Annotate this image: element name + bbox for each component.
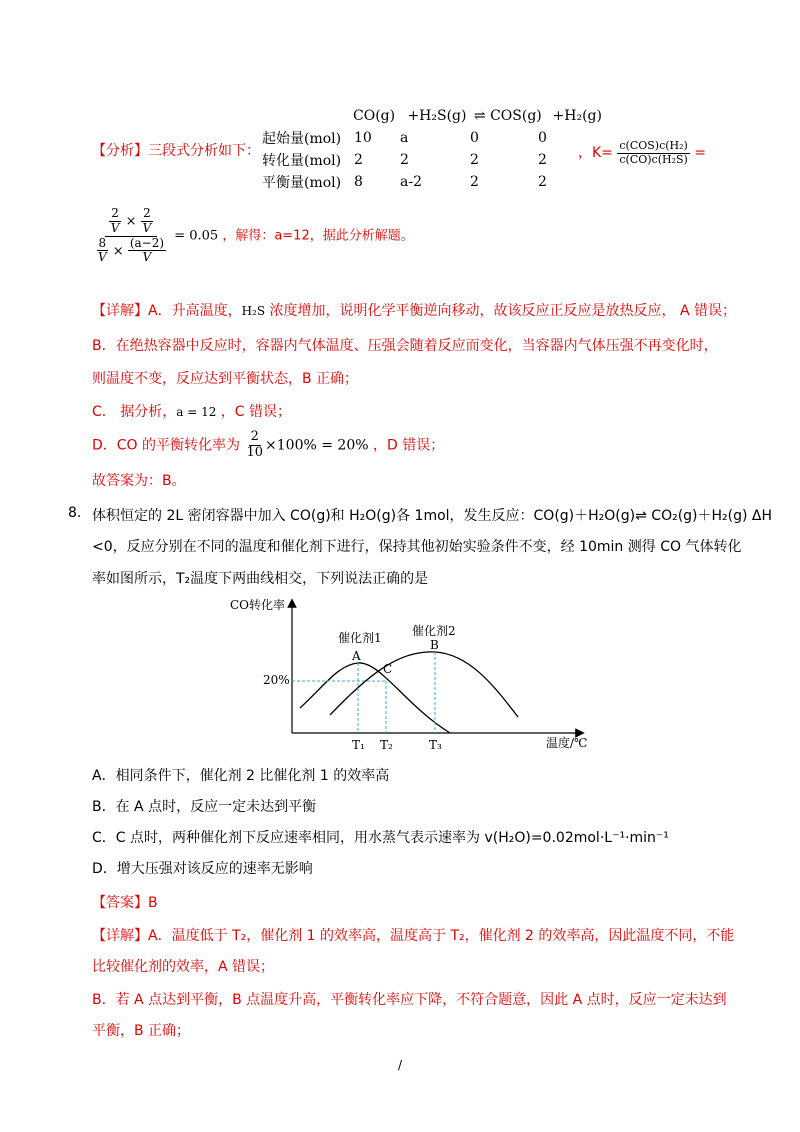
- stage-cell: 2: [538, 174, 547, 190]
- option-A: A．相同条件下，催化剂 2 比催化剂 1 的效率高: [92, 768, 390, 784]
- x-tick-T1: T₁: [352, 738, 365, 752]
- detail1-B-line2: 则温度不变，反应达到平衡状态，B 正确；: [92, 371, 359, 387]
- stage-cell: 平衡量(mol): [262, 175, 342, 191]
- stage-cell: a: [400, 130, 409, 146]
- stage-cell: 2: [354, 152, 363, 168]
- answer-B-line2: 平衡，B 正确；: [92, 1023, 191, 1039]
- page-mark: /: [398, 1058, 403, 1072]
- co-conversion-chart: [220, 595, 600, 755]
- stage-cell: 2: [470, 174, 479, 190]
- legend-catalyst-2: 催化剂2: [412, 624, 456, 638]
- stage-cell: 0: [538, 130, 547, 146]
- stage-cell: 2: [538, 152, 547, 168]
- option-D: D．增大压强对该反应的速率无影响: [92, 861, 313, 877]
- reaction-equation: CO(g) +H₂S(g) ⇌ COS(g) +H₂(g): [353, 108, 602, 124]
- detail1-B-line1: B．在绝热容器中反应时，容器内气体温度、压强会随着反应而变化，当容器内气体压强不再变化时，: [92, 338, 718, 354]
- answer-label: 【答案】B: [92, 895, 158, 911]
- x-axis-label: 温度/℃: [546, 736, 588, 750]
- question-line1: 体积恒定的 2L 密闭容器中加入 CO(g)和 H₂O(g)各 1mol，发生反应：CO(g)＋H₂O(g)⇌ CO₂(g)＋H₂(g) ΔH: [92, 508, 773, 524]
- stage-cell: 2: [470, 152, 479, 168]
- stage-cell: 10: [354, 130, 372, 146]
- point-C-label: C: [383, 662, 393, 676]
- stage-cell: 起始量(mol): [262, 131, 342, 147]
- option-B: B．在 A 点时，反应一定未达到平衡: [92, 799, 317, 815]
- option-C: C．C 点时，两种催化剂下反应速率相同，用水蒸气表示速率为 v(H₂O)=0.02mol·L⁻¹·min⁻¹: [92, 830, 669, 846]
- answer-A-line1: 【详解】A．温度低于 T₂，催化剂 1 的效率高，温度高于 T₂，催化剂 2 的效率高，因此温度不同，不能: [92, 928, 735, 944]
- stage-cell: a-2: [400, 174, 422, 190]
- detail1-D: D．CO 的平衡转化率为 $\frac{2}{10}$ ×100% = 20% ，D 错误；: [92, 429, 445, 460]
- stage-cell: 8: [354, 174, 363, 190]
- point-A-label: A: [352, 649, 361, 663]
- k-calculation: $\frac{2}{V}$ × $\frac{2}{V}$ $\frac{8}{V}$ × $\frac{(a-2)}{V}$ = 0.05 ，解得：a=12，据此分析解题。: [98, 206, 414, 265]
- legend-catalyst-1: 催化剂1: [338, 631, 382, 645]
- stage-cell: 0: [470, 130, 479, 146]
- y-tick-20: 20%: [263, 673, 290, 687]
- stage-row: [262, 127, 584, 149]
- stage-row: [262, 149, 584, 171]
- x-tick-T2: T₂: [380, 738, 393, 752]
- question-line2: <0，反应分别在不同的温度和催化剂下进行，保持其他初始实验条件不变，经 10min 测得 CO 气体转化: [92, 539, 742, 555]
- x-tick-T3: T₃: [429, 738, 442, 752]
- detail1-answer: 故答案为：B。: [92, 473, 186, 489]
- detail1-C: C． 据分析，a = 12 ，C 错误；: [92, 404, 292, 420]
- answer-A-line2: 比较催化剂的效率，A 错误；: [92, 959, 275, 975]
- answer-B-line1: B．若 A 点达到平衡，B 点温度升高，平衡转化率应下降，不符合题意，因此 A 点时，反应一定未达到: [92, 992, 727, 1008]
- three-stage-table: [262, 127, 584, 193]
- k-expression: ，K= $\frac{\text{c(COS)c(H₂)}}{\text{c(CO)c(H₂S)}}$ =: [578, 139, 707, 166]
- question-line3: 率如图所示，T₂温度下两曲线相交，下列说法正确的是: [92, 571, 429, 587]
- detail1-A: 【详解】A．升高温度，H₂S 浓度增加，说明化学平衡逆向移动，故该反应正反应是放热反应， A 错误；: [92, 303, 737, 319]
- stage-cell: 2: [400, 152, 409, 168]
- stage-row: [262, 171, 584, 193]
- stage-cell: 转化量(mol): [262, 153, 342, 169]
- question-number: 8.: [68, 505, 82, 521]
- y-axis-label: CO转化率: [230, 598, 286, 612]
- point-B-label: B: [430, 638, 439, 652]
- analysis-label: 【分析】三段式分析如下：: [92, 143, 260, 159]
